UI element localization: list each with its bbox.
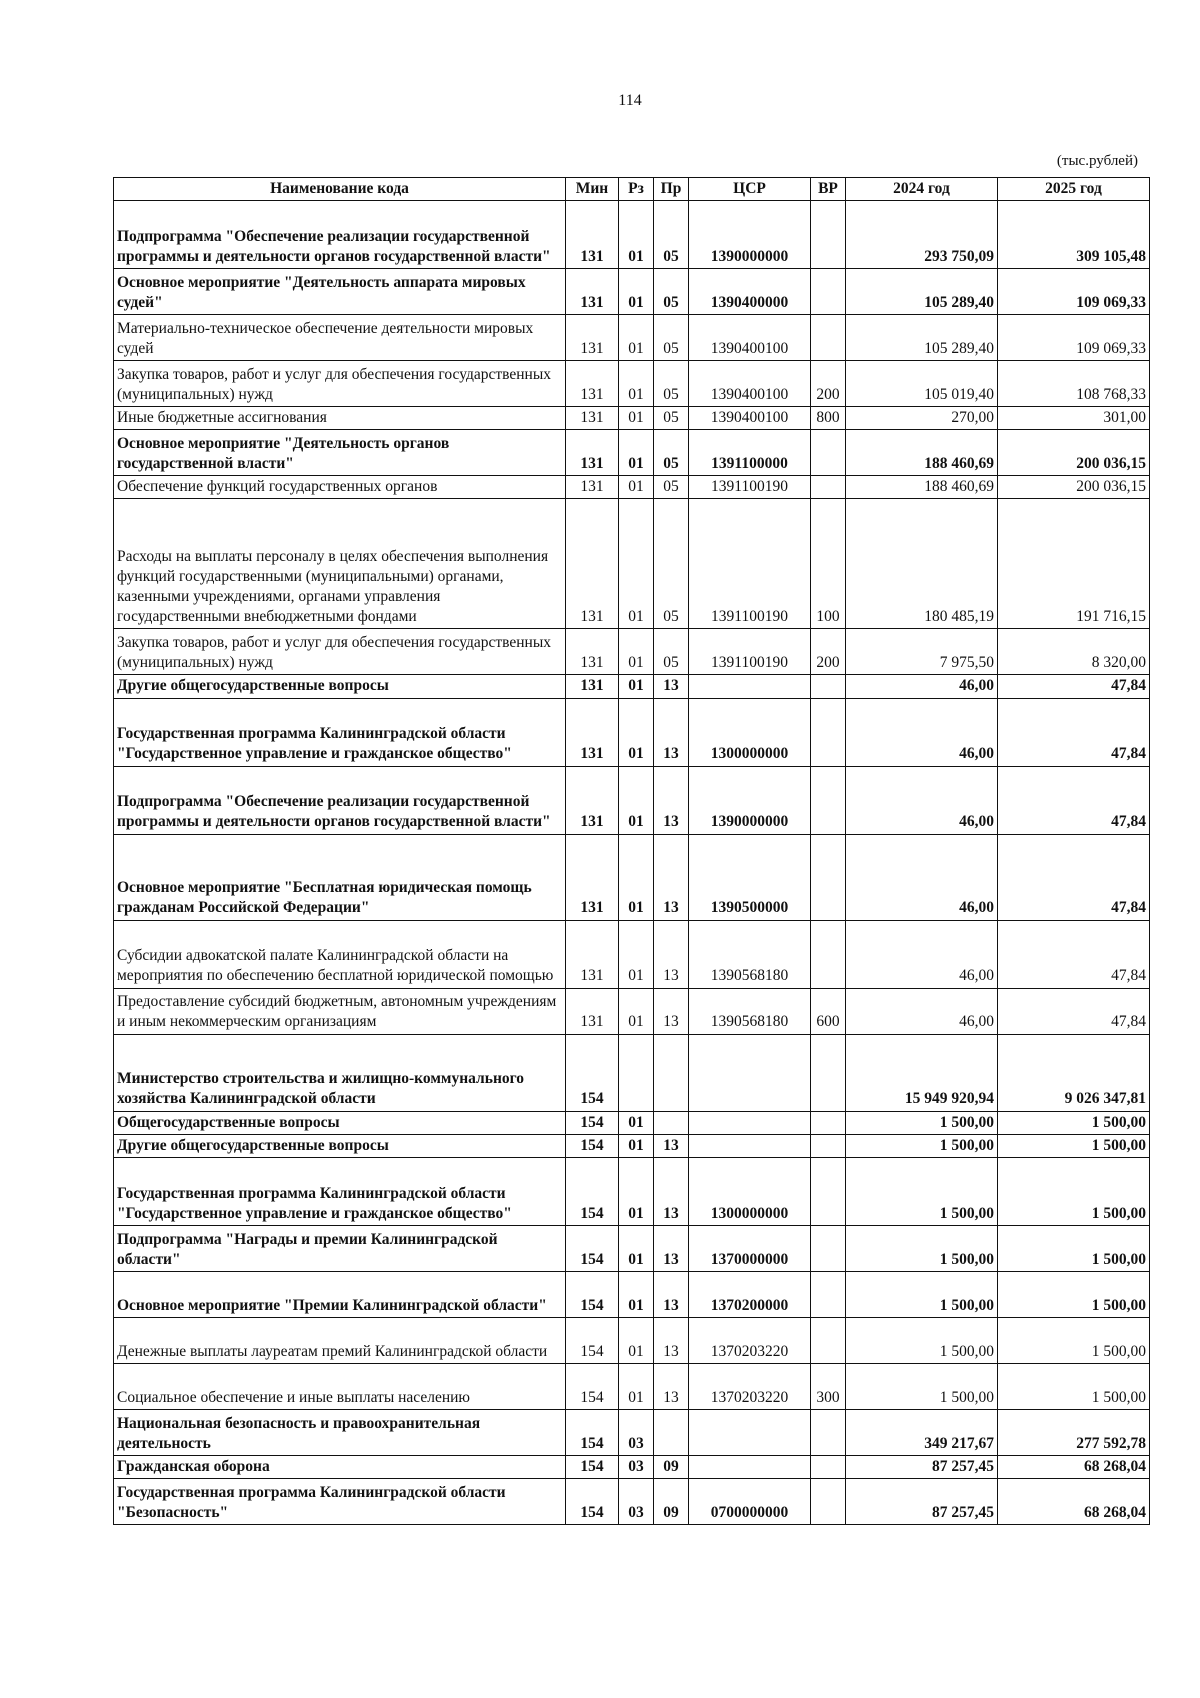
row-vr xyxy=(811,675,846,698)
row-2024: 1 500,00 xyxy=(846,1157,998,1225)
row-csr: 1390400100 xyxy=(689,361,811,407)
row-name: Социальное обеспечение и иные выплаты населению xyxy=(114,1363,566,1409)
row-min: 131 xyxy=(566,766,619,834)
row-csr xyxy=(689,1111,811,1134)
row-pr: 13 xyxy=(654,1271,689,1317)
row-2024: 46,00 xyxy=(846,675,998,698)
row-pr: 13 xyxy=(654,1157,689,1225)
table-row xyxy=(114,1111,1150,1134)
row-2025: 191 716,15 xyxy=(998,499,1150,629)
row-vr xyxy=(811,1271,846,1317)
row-name: Гражданская оборона xyxy=(114,1455,566,1478)
row-vr: 600 xyxy=(811,988,846,1034)
row-rz: 01 xyxy=(619,499,654,629)
table-row xyxy=(114,1409,1150,1455)
row-name: Другие общегосударственные вопросы xyxy=(114,675,566,698)
table-row xyxy=(114,675,1150,698)
row-2025: 47,84 xyxy=(998,988,1150,1034)
row-vr xyxy=(811,1157,846,1225)
table-row xyxy=(114,920,1150,988)
row-pr: 05 xyxy=(654,499,689,629)
row-min: 131 xyxy=(566,476,619,499)
row-pr: 13 xyxy=(654,698,689,766)
table-row xyxy=(114,430,1150,476)
row-min: 154 xyxy=(566,1034,619,1111)
row-2025: 47,84 xyxy=(998,766,1150,834)
row-2025: 1 500,00 xyxy=(998,1225,1150,1271)
table-row xyxy=(114,1034,1150,1111)
row-pr: 13 xyxy=(654,1317,689,1363)
row-name: Расходы на выплаты персоналу в целях обеспечения выполнения функций государственными (муниципальными) органами, казенными учреждениями, органами управления государственными внебюджетными фондами xyxy=(114,499,566,629)
row-name: Денежные выплаты лауреатам премий Калининградской области xyxy=(114,1317,566,1363)
row-rz: 01 xyxy=(619,1157,654,1225)
row-vr xyxy=(811,1455,846,1478)
row-pr: 05 xyxy=(654,361,689,407)
row-csr xyxy=(689,1134,811,1157)
row-rz: 01 xyxy=(619,430,654,476)
row-2024: 1 500,00 xyxy=(846,1317,998,1363)
row-pr: 13 xyxy=(654,1363,689,1409)
row-min: 131 xyxy=(566,361,619,407)
row-vr xyxy=(811,1111,846,1134)
header-min: Мин xyxy=(566,178,619,201)
row-rz: 01 xyxy=(619,834,654,920)
row-2024: 87 257,45 xyxy=(846,1478,998,1524)
row-csr: 0700000000 xyxy=(689,1478,811,1524)
row-2024: 15 949 920,94 xyxy=(846,1034,998,1111)
row-2024: 188 460,69 xyxy=(846,476,998,499)
row-vr: 100 xyxy=(811,499,846,629)
row-rz: 01 xyxy=(619,1271,654,1317)
row-rz: 03 xyxy=(619,1409,654,1455)
row-rz: 01 xyxy=(619,1134,654,1157)
row-pr: 13 xyxy=(654,988,689,1034)
table-row xyxy=(114,1134,1150,1157)
row-csr: 1390400000 xyxy=(689,269,811,315)
row-2025: 1 500,00 xyxy=(998,1363,1150,1409)
row-rz: 01 xyxy=(619,1111,654,1134)
row-min: 154 xyxy=(566,1455,619,1478)
table-header-row xyxy=(114,178,1150,201)
row-name: Другие общегосударственные вопросы xyxy=(114,1134,566,1157)
table-row xyxy=(114,698,1150,766)
row-2025: 200 036,15 xyxy=(998,430,1150,476)
table-row xyxy=(114,1157,1150,1225)
row-vr: 800 xyxy=(811,407,846,430)
row-2024: 46,00 xyxy=(846,920,998,988)
row-csr: 1390568180 xyxy=(689,988,811,1034)
row-name: Основное мероприятие "Деятельность аппарата мировых судей" xyxy=(114,269,566,315)
row-rz: 01 xyxy=(619,315,654,361)
row-vr xyxy=(811,201,846,269)
row-csr: 1391100190 xyxy=(689,476,811,499)
table-row xyxy=(114,629,1150,675)
row-rz: 03 xyxy=(619,1455,654,1478)
row-csr: 1390500000 xyxy=(689,834,811,920)
row-min: 131 xyxy=(566,315,619,361)
row-vr: 200 xyxy=(811,629,846,675)
row-2024: 349 217,67 xyxy=(846,1409,998,1455)
header-pr: Пр xyxy=(654,178,689,201)
budget-table xyxy=(113,177,1150,1525)
row-csr: 1370203220 xyxy=(689,1363,811,1409)
row-rz: 03 xyxy=(619,1478,654,1524)
row-csr: 1300000000 xyxy=(689,698,811,766)
row-pr xyxy=(654,1034,689,1111)
row-min: 131 xyxy=(566,499,619,629)
row-name: Основное мероприятие "Деятельность органов государственной власти" xyxy=(114,430,566,476)
row-name: Подпрограмма "Обеспечение реализации государственной программы и деятельности органов государственной власти" xyxy=(114,766,566,834)
row-rz: 01 xyxy=(619,988,654,1034)
row-csr: 1391100190 xyxy=(689,629,811,675)
row-min: 131 xyxy=(566,201,619,269)
row-2024: 1 500,00 xyxy=(846,1111,998,1134)
row-2025: 301,00 xyxy=(998,407,1150,430)
row-min: 154 xyxy=(566,1409,619,1455)
row-vr xyxy=(811,766,846,834)
table-row xyxy=(114,988,1150,1034)
row-rz: 01 xyxy=(619,629,654,675)
row-min: 131 xyxy=(566,430,619,476)
row-csr xyxy=(689,1034,811,1111)
row-csr: 1390000000 xyxy=(689,201,811,269)
row-name: Предоставление субсидий бюджетным, автономным учреждениям и иным некоммерческим организациям xyxy=(114,988,566,1034)
row-vr: 200 xyxy=(811,361,846,407)
row-min: 131 xyxy=(566,675,619,698)
row-min: 131 xyxy=(566,629,619,675)
row-name: Подпрограмма "Награды и премии Калининградской области" xyxy=(114,1225,566,1271)
row-2025: 68 268,04 xyxy=(998,1478,1150,1524)
table-row xyxy=(114,1317,1150,1363)
row-2025: 1 500,00 xyxy=(998,1134,1150,1157)
row-pr: 09 xyxy=(654,1455,689,1478)
row-name: Общегосударственные вопросы xyxy=(114,1111,566,1134)
row-min: 131 xyxy=(566,407,619,430)
row-2025: 1 500,00 xyxy=(998,1111,1150,1134)
row-2025: 200 036,15 xyxy=(998,476,1150,499)
row-csr xyxy=(689,1455,811,1478)
units-label: (тыс.рублей) xyxy=(1056,153,1138,169)
table-row xyxy=(114,201,1150,269)
row-name: Материально-техническое обеспечение деятельности мировых судей xyxy=(114,315,566,361)
row-pr: 13 xyxy=(654,1225,689,1271)
row-pr: 13 xyxy=(654,834,689,920)
row-name: Основное мероприятие "Бесплатная юридическая помощь гражданам Российской Федерации" xyxy=(114,834,566,920)
row-rz: 01 xyxy=(619,269,654,315)
row-2024: 105 289,40 xyxy=(846,315,998,361)
row-2024: 87 257,45 xyxy=(846,1455,998,1478)
row-2024: 1 500,00 xyxy=(846,1271,998,1317)
table-row xyxy=(114,361,1150,407)
row-pr: 09 xyxy=(654,1478,689,1524)
row-2025: 47,84 xyxy=(998,675,1150,698)
row-2024: 7 975,50 xyxy=(846,629,998,675)
row-csr: 1390400100 xyxy=(689,407,811,430)
row-2024: 1 500,00 xyxy=(846,1134,998,1157)
row-csr: 1390568180 xyxy=(689,920,811,988)
row-rz: 01 xyxy=(619,698,654,766)
row-name: Закупка товаров, работ и услуг для обеспечения государственных (муниципальных) нужд xyxy=(114,361,566,407)
table-row xyxy=(114,1225,1150,1271)
row-min: 131 xyxy=(566,269,619,315)
row-2024: 46,00 xyxy=(846,988,998,1034)
table-row xyxy=(114,499,1150,629)
row-pr xyxy=(654,1409,689,1455)
row-2025: 1 500,00 xyxy=(998,1271,1150,1317)
row-2025: 109 069,33 xyxy=(998,269,1150,315)
row-rz: 01 xyxy=(619,407,654,430)
row-2024: 1 500,00 xyxy=(846,1363,998,1409)
row-min: 154 xyxy=(566,1111,619,1134)
row-name: Государственная программа Калининградской области "Государственное управление и гражданское общество" xyxy=(114,698,566,766)
table-row xyxy=(114,407,1150,430)
row-name: Государственная программа Калининградской области "Безопасность" xyxy=(114,1478,566,1524)
row-vr xyxy=(811,834,846,920)
row-vr xyxy=(811,1478,846,1524)
row-vr xyxy=(811,1034,846,1111)
table-row xyxy=(114,1455,1150,1478)
row-2025: 9 026 347,81 xyxy=(998,1034,1150,1111)
row-vr xyxy=(811,476,846,499)
header-vr: ВР xyxy=(811,178,846,201)
row-2025: 1 500,00 xyxy=(998,1157,1150,1225)
table-row xyxy=(114,269,1150,315)
row-name: Обеспечение функций государственных органов xyxy=(114,476,566,499)
row-csr: 1370000000 xyxy=(689,1225,811,1271)
row-2024: 180 485,19 xyxy=(846,499,998,629)
row-vr xyxy=(811,1134,846,1157)
row-rz: 01 xyxy=(619,476,654,499)
header-rz: Рз xyxy=(619,178,654,201)
row-2025: 1 500,00 xyxy=(998,1317,1150,1363)
row-pr: 05 xyxy=(654,315,689,361)
row-min: 154 xyxy=(566,1225,619,1271)
row-name: Закупка товаров, работ и услуг для обеспечения государственных (муниципальных) нужд xyxy=(114,629,566,675)
row-csr xyxy=(689,675,811,698)
row-2024: 105 289,40 xyxy=(846,269,998,315)
row-min: 154 xyxy=(566,1363,619,1409)
row-csr: 1390000000 xyxy=(689,766,811,834)
row-rz: 01 xyxy=(619,766,654,834)
row-2025: 68 268,04 xyxy=(998,1455,1150,1478)
row-2024: 293 750,09 xyxy=(846,201,998,269)
header-name: Наименование кода xyxy=(114,178,566,201)
row-vr xyxy=(811,430,846,476)
row-2024: 105 019,40 xyxy=(846,361,998,407)
table-row xyxy=(114,315,1150,361)
row-min: 154 xyxy=(566,1157,619,1225)
header-2024: 2024 год xyxy=(846,178,998,201)
row-vr: 300 xyxy=(811,1363,846,1409)
table-row xyxy=(114,1363,1150,1409)
row-csr: 1370203220 xyxy=(689,1317,811,1363)
row-2024: 46,00 xyxy=(846,766,998,834)
row-2025: 8 320,00 xyxy=(998,629,1150,675)
row-csr xyxy=(689,1409,811,1455)
row-csr: 1390400100 xyxy=(689,315,811,361)
row-name: Государственная программа Калининградской области "Государственное управление и гражданское общество" xyxy=(114,1157,566,1225)
row-name: Основное мероприятие "Премии Калининградской области" xyxy=(114,1271,566,1317)
row-name: Иные бюджетные ассигнования xyxy=(114,407,566,430)
row-min: 154 xyxy=(566,1317,619,1363)
row-2024: 46,00 xyxy=(846,698,998,766)
row-rz: 01 xyxy=(619,920,654,988)
row-pr: 13 xyxy=(654,1134,689,1157)
row-2025: 277 592,78 xyxy=(998,1409,1150,1455)
row-2025: 47,84 xyxy=(998,834,1150,920)
table-row xyxy=(114,1271,1150,1317)
row-min: 131 xyxy=(566,834,619,920)
row-vr xyxy=(811,1225,846,1271)
row-2024: 46,00 xyxy=(846,834,998,920)
table-row xyxy=(114,476,1150,499)
row-rz: 01 xyxy=(619,1317,654,1363)
row-rz: 01 xyxy=(619,201,654,269)
row-2025: 47,84 xyxy=(998,698,1150,766)
row-2025: 109 069,33 xyxy=(998,315,1150,361)
row-csr: 1300000000 xyxy=(689,1157,811,1225)
row-pr: 05 xyxy=(654,476,689,499)
row-2025: 108 768,33 xyxy=(998,361,1150,407)
row-min: 154 xyxy=(566,1478,619,1524)
table-row xyxy=(114,834,1150,920)
row-pr: 13 xyxy=(654,675,689,698)
row-2024: 188 460,69 xyxy=(846,430,998,476)
row-vr xyxy=(811,269,846,315)
row-name: Субсидии адвокатской палате Калининградской области на мероприятия по обеспечению бесплатной юридической помощью xyxy=(114,920,566,988)
row-pr: 05 xyxy=(654,407,689,430)
row-pr: 05 xyxy=(654,201,689,269)
row-csr: 1391100000 xyxy=(689,430,811,476)
table-row xyxy=(114,1478,1150,1524)
row-min: 131 xyxy=(566,920,619,988)
row-name: Министерство строительства и жилищно-коммунального хозяйства Калининградской области xyxy=(114,1034,566,1111)
row-2024: 270,00 xyxy=(846,407,998,430)
row-name: Национальная безопасность и правоохранительная деятельность xyxy=(114,1409,566,1455)
row-pr: 13 xyxy=(654,766,689,834)
page-number: 114 xyxy=(618,92,642,109)
table-row xyxy=(114,766,1150,834)
row-vr xyxy=(811,698,846,766)
row-min: 131 xyxy=(566,988,619,1034)
header-csr: ЦСР xyxy=(689,178,811,201)
row-rz xyxy=(619,1034,654,1111)
row-vr xyxy=(811,920,846,988)
row-2025: 309 105,48 xyxy=(998,201,1150,269)
row-rz: 01 xyxy=(619,361,654,407)
row-vr xyxy=(811,1317,846,1363)
row-rz: 01 xyxy=(619,1225,654,1271)
row-pr: 13 xyxy=(654,920,689,988)
row-pr xyxy=(654,1111,689,1134)
row-csr: 1370200000 xyxy=(689,1271,811,1317)
row-vr xyxy=(811,1409,846,1455)
row-2024: 1 500,00 xyxy=(846,1225,998,1271)
row-min: 154 xyxy=(566,1134,619,1157)
row-name: Подпрограмма "Обеспечение реализации государственной программы и деятельности органов государственной власти" xyxy=(114,201,566,269)
row-csr: 1391100190 xyxy=(689,499,811,629)
row-min: 131 xyxy=(566,698,619,766)
row-rz: 01 xyxy=(619,1363,654,1409)
row-2025: 47,84 xyxy=(998,920,1150,988)
header-2025: 2025 год xyxy=(998,178,1150,201)
row-pr: 05 xyxy=(654,269,689,315)
row-pr: 05 xyxy=(654,430,689,476)
row-rz: 01 xyxy=(619,675,654,698)
row-min: 154 xyxy=(566,1271,619,1317)
row-pr: 05 xyxy=(654,629,689,675)
row-vr xyxy=(811,315,846,361)
